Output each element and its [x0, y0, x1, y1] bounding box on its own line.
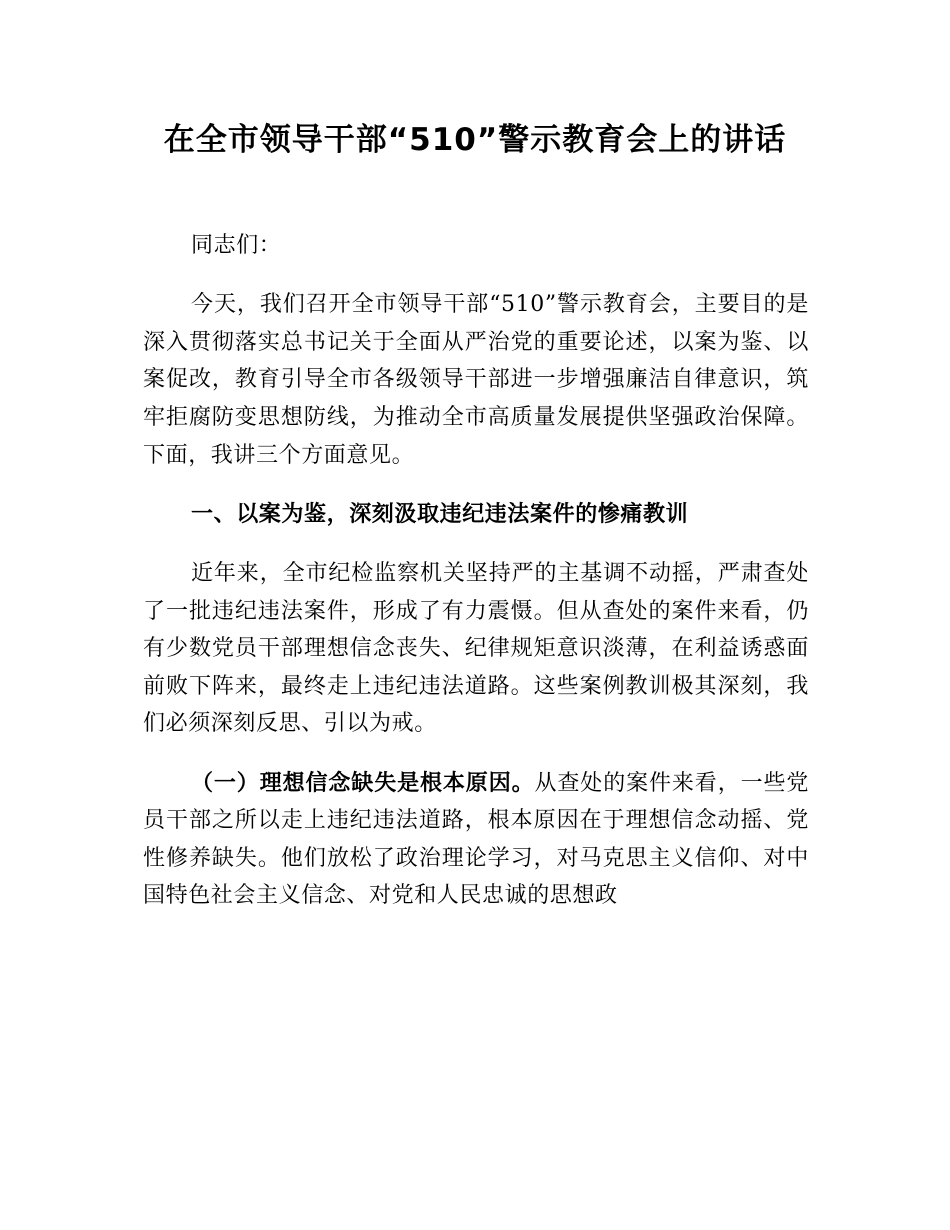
- salutation: 同志们：: [191, 233, 282, 258]
- document-title: 在全市领导干部“510”警示教育会上的讲话: [163, 122, 787, 158]
- document-body: [143, 227, 809, 915]
- section-paragraph: 近年来，全市纪检监察机关坚持严的主基调不动摇，严肃查处了一批违纪违法案件，形成了有力震慑。但从查处的案件来看，仍有少数党员干部理想信念丧失、纪律规矩意识淡薄，在利益诱惑面前败下阵来，最终走上违纪违法道路。这些案例教训极其深刻，我们必须深刻反思、引以为戒。: [143, 560, 809, 737]
- section-heading: 一、以案为鉴，深刻汲取违纪违法案件的惨痛教训: [191, 501, 689, 527]
- point-text: 从查处的案件来看，一些党员干部之所以走上违纪违法道路，根本原因在于理想信念动摇、党性修养缺失。他们放松了政治理论学习，对马克思主义信仰、对中国特色社会主义信念、对党和人民忠诚的思想政: [143, 770, 809, 909]
- point-lead: （一）理想信念缺失是根本原因。: [191, 770, 535, 796]
- point-paragraph: [143, 765, 809, 915]
- intro-paragraph: 今天，我们召开全市领导干部“510”警示教育会，主要目的是深入贯彻落实总书记关于全面从严治党的重要论述，以案为鉴、以案促改，教育引导全市各级领导干部进一步增强廉洁自律意识，筑牢拒腐防变思想防线，为推动全市高质量发展提供坚强政治保障。下面，我讲三个方面意见。: [143, 292, 809, 468]
